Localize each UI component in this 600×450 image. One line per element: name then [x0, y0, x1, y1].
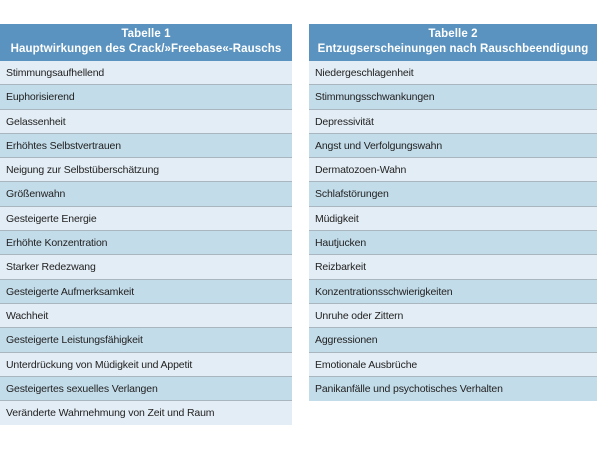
table-row: Wachheit	[0, 304, 292, 328]
table-row: Unterdrückung von Müdigkeit und Appetit	[0, 353, 292, 377]
table-row: Gesteigerte Leistungsfähigkeit	[0, 328, 292, 352]
table-row: Erhöhtes Selbstvertrauen	[0, 134, 292, 158]
table-body	[0, 61, 292, 425]
table-title: Entzugserscheinungen nach Rauschbeendigung	[317, 43, 589, 55]
table-withdrawal-symptoms	[309, 24, 597, 401]
table-main-effects	[0, 24, 292, 425]
table-row: Größenwahn	[0, 182, 292, 206]
table-row: Dermatozoen-Wahn	[309, 158, 597, 182]
table-row: Hautjucken	[309, 231, 597, 255]
table-row: Euphorisierend	[0, 85, 292, 109]
table-row: Müdigkeit	[309, 207, 597, 231]
table-row: Angst und Verfolgungswahn	[309, 134, 597, 158]
table-row: Stimmungsaufhellend	[0, 61, 292, 85]
table-row: Starker Redezwang	[0, 255, 292, 279]
table-row: Depressivität	[309, 110, 597, 134]
table-row: Unruhe oder Zittern	[309, 304, 597, 328]
table-number: Tabelle 1	[121, 28, 171, 40]
table-row: Gesteigertes sexuelles Verlangen	[0, 377, 292, 401]
table-row: Niedergeschlagenheit	[309, 61, 597, 85]
table-row: Veränderte Wahrnehmung von Zeit und Raum	[0, 401, 292, 425]
table-row: Schlafstörungen	[309, 182, 597, 206]
table-number: Tabelle 2	[428, 28, 478, 40]
table-body	[309, 61, 597, 401]
table-title: Hauptwirkungen des Crack/»Freebase«-Rauschs	[10, 43, 282, 55]
table-row: Erhöhte Konzentration	[0, 231, 292, 255]
table-row: Panikanfälle und psychotisches Verhalten	[309, 377, 597, 401]
table-row: Reizbarkeit	[309, 255, 597, 279]
table-row: Gesteigerte Aufmerksamkeit	[0, 280, 292, 304]
table-header	[309, 24, 597, 61]
table-row: Aggressionen	[309, 328, 597, 352]
table-row: Gelassenheit	[0, 110, 292, 134]
table-row: Neigung zur Selbstüberschätzung	[0, 158, 292, 182]
table-row: Stimmungsschwankungen	[309, 85, 597, 109]
table-row: Gesteigerte Energie	[0, 207, 292, 231]
table-row: Konzentrationsschwierigkeiten	[309, 280, 597, 304]
table-row: Emotionale Ausbrüche	[309, 353, 597, 377]
table-header	[0, 24, 292, 61]
